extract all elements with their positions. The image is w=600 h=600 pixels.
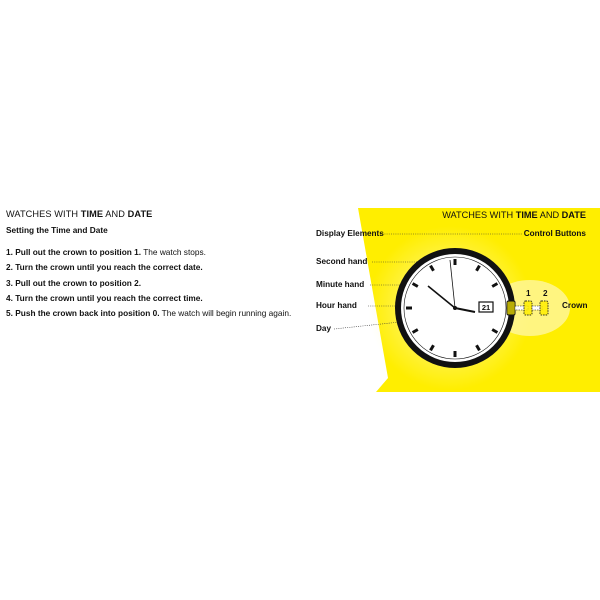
- steps-list: [6, 245, 306, 321]
- right-heading: [442, 210, 586, 220]
- step-4-bold: 4. Turn the crown until you reach the correct time.: [6, 292, 203, 303]
- crown-position-2: [540, 301, 548, 315]
- step-2: [6, 260, 306, 275]
- step-5-rest: The watch will begin running again.: [159, 308, 292, 319]
- left-heading-date: DATE: [127, 209, 153, 219]
- second-hand-label: Second hand: [316, 257, 368, 266]
- step-3-bold: 3. Pull out the crown to position 2.: [6, 277, 142, 288]
- left-heading: [6, 209, 306, 219]
- hour-hand-label: Hour hand: [316, 301, 357, 310]
- right-heading-time: TIME: [515, 210, 538, 220]
- right-heading-prefix: WATCHES WITH: [442, 210, 516, 220]
- step-1-bold: 1. Pull out the crown to position 1.: [6, 247, 142, 257]
- step-1: [6, 245, 306, 260]
- left-heading-time: TIME: [80, 209, 104, 219]
- step-4: [6, 291, 306, 306]
- step-2-bold: 2. Turn the crown until you reach the correct date.: [6, 262, 203, 273]
- date-value: 21: [481, 303, 491, 312]
- hands-pivot: [453, 306, 457, 310]
- crown-position-2-label: 2: [543, 289, 548, 298]
- right-heading-and: AND: [537, 210, 562, 220]
- step-1-rest: The watch stops.: [141, 247, 206, 257]
- left-heading-and: AND: [103, 209, 128, 219]
- crown-label: Crown: [562, 301, 588, 310]
- step-3: [6, 276, 306, 291]
- right-heading-date: DATE: [561, 210, 586, 220]
- watch-diagram-panel: [310, 200, 600, 400]
- step-5: [6, 306, 306, 321]
- crown-position-1: [524, 301, 532, 315]
- crown-position-1-label: 1: [526, 289, 531, 298]
- crown-position-0-label: 0: [508, 289, 513, 298]
- day-label: Day: [316, 324, 332, 333]
- control-buttons-label: Control Buttons: [523, 229, 586, 238]
- minute-hand-label: Minute hand: [316, 280, 365, 289]
- instructions-panel: [6, 209, 306, 321]
- left-heading-prefix: WATCHES WITH: [6, 209, 81, 219]
- display-elements-label: Display Elements: [316, 229, 384, 238]
- crown-position-0: [507, 301, 515, 315]
- left-subheading: Setting the Time and Date: [6, 225, 108, 235]
- step-5-bold: 5. Push the crown back into position 0.: [6, 308, 160, 319]
